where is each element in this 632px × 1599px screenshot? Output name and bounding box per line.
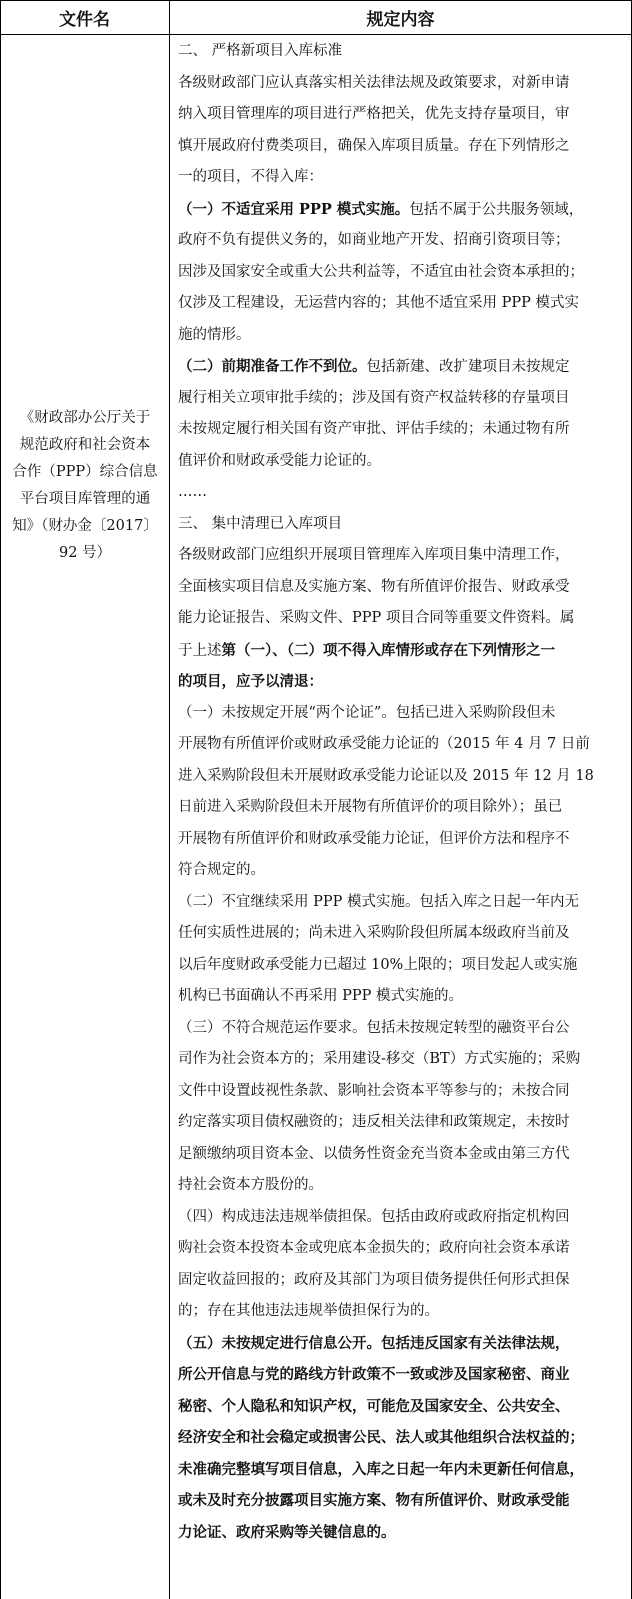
content-line [178, 603, 620, 635]
content-line [178, 509, 620, 541]
content-line-text: （四）构成违法违规举债担保。包括由政府或政府指定机构回 [178, 1208, 570, 1225]
content-line [178, 131, 620, 163]
content-line-text: …… [178, 484, 207, 500]
content-line [178, 225, 620, 257]
content-line-text: 开展物有所值评价或财政承受能力论证的（2015 年 4 月 7 日前 [178, 736, 590, 752]
content-line [178, 1139, 620, 1171]
content-line [178, 1044, 620, 1076]
content-line-bold-segment: （二）前期准备工作不到位。 [178, 358, 367, 375]
content-line-text: 纳入项目管理库的项目进行严格把关，优先支持存量项目，审 [178, 106, 570, 122]
content-line-text: 以后年度财政承受能力已超过 10%上限的；项目发起人或实施 [178, 956, 578, 973]
content-line [178, 1296, 620, 1328]
content-line [178, 1422, 620, 1454]
content-line-text: 仅涉及工程建设，无运营内容的；其他不适宜采用 PPP 模式实 [178, 295, 579, 311]
header-filename: 文件名 [59, 9, 110, 30]
content-line-text: 或未及时充分披露项目实施方案、物有所值评价、财政承受能 [178, 1492, 570, 1509]
content-line-text: 持社会资本方股份的。 [178, 1177, 323, 1193]
content-line [178, 887, 620, 919]
content-line [178, 1517, 620, 1549]
content-line [178, 792, 620, 824]
content-line [178, 1391, 620, 1423]
content-line [178, 540, 620, 572]
content-line [178, 918, 620, 950]
content-line [178, 666, 620, 698]
filename-line: 92 号） [58, 545, 112, 561]
content-line-text: 日前进入采购阶段但未开展物有所值评价的项目除外）；虽已 [178, 799, 563, 815]
content-line [178, 729, 620, 761]
content-line [178, 351, 620, 383]
content-line [178, 1202, 620, 1234]
content-line-text: 二、 严格新项目入库标准 [178, 43, 343, 59]
content-line [178, 761, 620, 793]
content-line-text: 足额缴纳项目资本金、以债务性资金充当资本金或由第三方代 [178, 1145, 570, 1162]
filename-line: 合作（PPP）综合信息 [12, 464, 158, 480]
table-border-left [0, 0, 1, 1599]
content-line-text: 各级财政部门应认真落实相关法律法规及政策要求，对新申请 [178, 74, 570, 91]
content-line-text: 符合规定的。 [178, 862, 265, 878]
content-line-bold-segment: （一）不适宜采用 PPP 模式实施。 [178, 200, 410, 218]
content-line-text: 任何实质性进展的；尚未进入采购阶段但所属本级政府当前及 [178, 925, 570, 941]
content-line-text: 履行相关立项审批手续的；涉及国有资产权益转移的存量项目 [178, 389, 570, 406]
content-line [178, 981, 620, 1013]
content-line [178, 1170, 620, 1202]
content-line-text: 全面核实项目信息及实施方案、物有所值评价报告、财政承受 [178, 578, 570, 595]
content-line-text: 固定收益回报的；政府及其部门为项目债务提供任何形式担保 [178, 1271, 570, 1288]
filename-line: 《财政部办公厅关于 [19, 410, 151, 426]
content-line [178, 1328, 620, 1360]
column-divider [169, 0, 170, 1599]
content-line [178, 1233, 620, 1265]
filename-line: 知》（财办金〔2017〕 [12, 518, 158, 534]
content-line [178, 572, 620, 604]
content-line-text: 各级财政部门应组织开展项目管理库入库项目集中清理工作， [178, 547, 570, 563]
content-line-text: 于上述 [178, 642, 222, 659]
content-line-text: 的项目，应予以清退： [178, 673, 323, 690]
content-line-text: 司作为社会资本方的；采用建设-移交（BT）方式实施的；采购 [178, 1051, 581, 1067]
content-line-text: 值评价和财政承受能力论证的。 [178, 452, 381, 469]
content-line [178, 446, 620, 478]
content-line-text: （三）不符合规范运作要求。包括未按规定转型的融资平台公 [178, 1019, 570, 1036]
content-line [178, 635, 620, 667]
content-line-text: 开展物有所值评价和财政承受能力论证，但评价方法和程序不 [178, 830, 570, 847]
content-line-text: 施的情形。 [178, 326, 251, 343]
content-line [178, 1076, 620, 1108]
content-line-bold-segment: 第（一）、（二）项不得入库情形或存在下列情形之一 [221, 641, 555, 659]
content-line [178, 1013, 620, 1045]
content-line [178, 194, 620, 226]
filename-line: 平台项目库管理的通 [19, 491, 151, 507]
content-cell [178, 36, 620, 1548]
content-line-text: 未按规定履行相关国有资产审批、评估手续的；未通过物有所 [178, 421, 570, 437]
content-line [178, 68, 620, 100]
content-line-text: 慎开展政府付费类项目，确保入库项目质量。存在下列情形之 [178, 137, 570, 154]
content-line [178, 36, 620, 68]
content-line [178, 855, 620, 887]
content-line [178, 824, 620, 856]
header-content: 规定内容 [366, 9, 435, 30]
content-line [178, 383, 620, 415]
content-line-text: 的；存在其他违法违规举债担保行为的。 [178, 1303, 439, 1319]
content-line-text: 经济安全和社会稳定或损害公民、法人或其他组织合法权益的； [178, 1429, 584, 1446]
content-line-text: （一）未按规定开展“两个论证”。包括已进入采购阶段但未 [178, 704, 556, 721]
content-line-text: 秘密、个人隐私和知识产权，可能危及国家安全、公共安全、 [178, 1397, 570, 1415]
content-line-text: 未准确完整填写项目信息，入库之日起一年内未更新任何信息， [178, 1460, 584, 1478]
content-line [178, 1359, 620, 1391]
content-line-text: 所公开信息与党的路线方针政策不一致或涉及国家秘密、商业 [178, 1366, 570, 1383]
content-line [178, 288, 620, 320]
content-line [178, 162, 620, 194]
filename-cell [6, 405, 164, 567]
content-line-text: 力论证、政府采购等关键信息的。 [178, 1523, 396, 1541]
content-line [178, 320, 620, 352]
content-line-text: 包括不属于公共服务领域， [409, 201, 584, 218]
content-line [178, 1454, 620, 1486]
content-line [178, 1107, 620, 1139]
content-line-text: 机构已书面确认不再采用 PPP 模式实施的。 [178, 988, 463, 1004]
content-line [178, 257, 620, 289]
content-line-text: 政府不负有提供义务的，如商业地产开发、招商引资项目等； [178, 232, 570, 248]
content-line-text: 三、 集中清理已入库项目 [178, 515, 343, 532]
content-line-text: 能力论证报告、采购文件、PPP 项目合同等重要文件资料。属 [178, 610, 575, 626]
content-line [178, 698, 620, 730]
content-line-text: （五）未按规定进行信息公开。包括违反国家有关法律法规， [178, 1334, 570, 1352]
content-line [178, 950, 620, 982]
filename-line: 规范政府和社会资本 [19, 437, 151, 453]
content-line-text: 进入采购阶段但未开展财政承受能力论证以及 2015 年 12 月 18 [178, 767, 594, 784]
content-line-text: 一的项目，不得入库： [178, 169, 323, 185]
content-line-text: 约定落实项目债权融资的；违反相关法律和政策规定，未按时 [178, 1114, 570, 1130]
content-line [178, 99, 620, 131]
content-line-text: （二）不宜继续采用 PPP 模式实施。包括入库之日起一年内无 [178, 893, 579, 910]
content-line-text: 因涉及国家安全或重大公共利益等，不适宜由社会资本承担的； [178, 263, 584, 280]
content-line [178, 1265, 620, 1297]
header-divider [0, 34, 632, 35]
content-line-text: 购社会资本投资本金或兜底本金损失的；政府向社会资本承诺 [178, 1240, 570, 1256]
content-line [178, 414, 620, 446]
content-line [178, 477, 620, 509]
content-line-text: 文件中设置歧视性条款、影响社会资本平等参与的；未按合同 [178, 1082, 570, 1099]
content-line-text: 包括新建、改扩建项目未按规定 [366, 359, 570, 375]
content-line [178, 1485, 620, 1517]
